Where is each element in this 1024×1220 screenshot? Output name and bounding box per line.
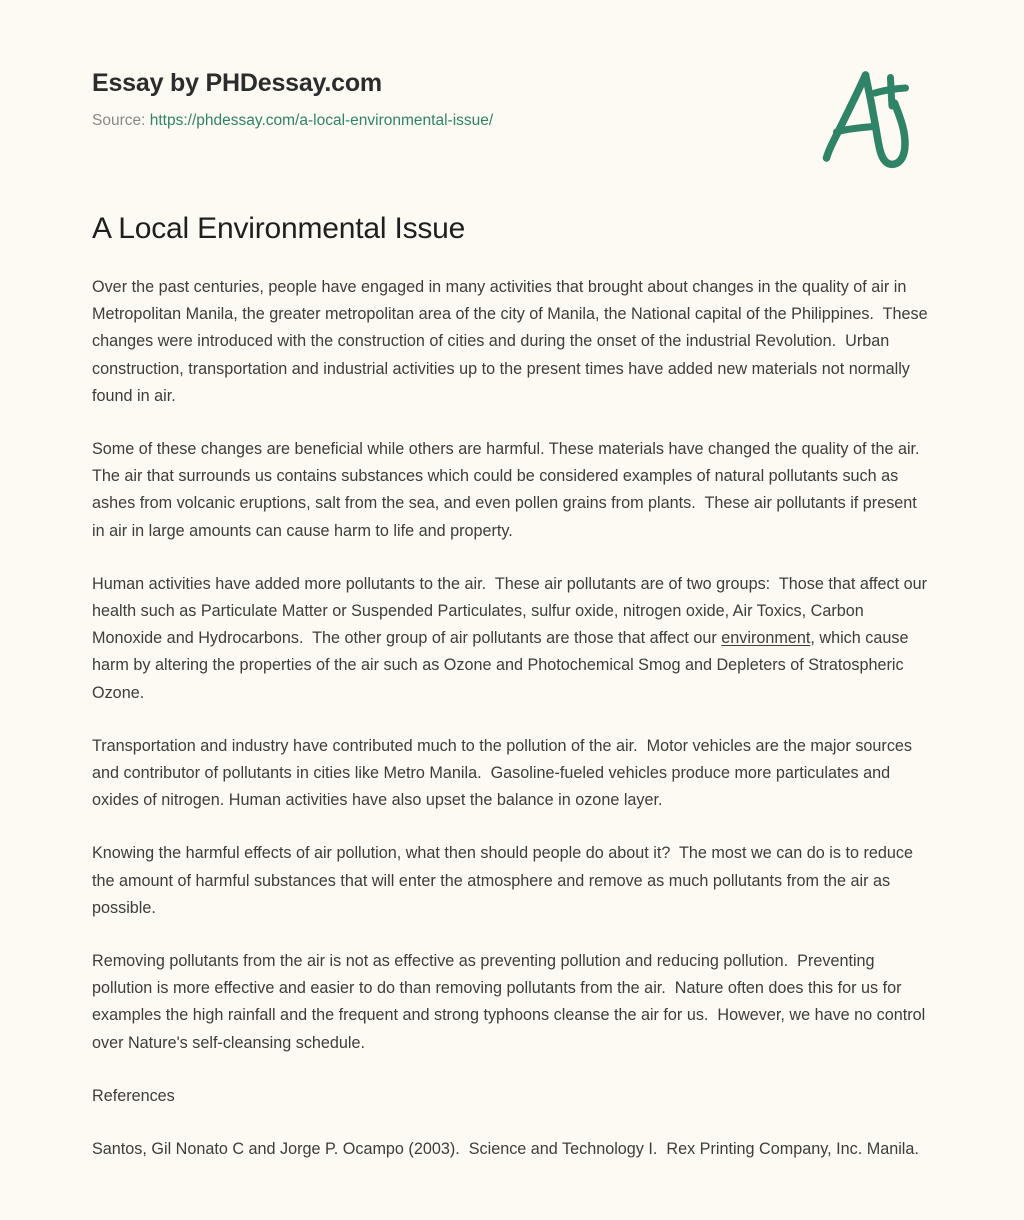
paragraph-2: Some of these changes are beneficial while others are harmful. These materials have changed the quality of the air. The air that surrounds us contains substances which could be considered examples of natural pollutants such as ashes from volcanic eruptions, salt from the sea, and even pollen grains from plants. These air pollutants if present in air in large amounts can cause harm to life and property. xyxy=(92,440,929,540)
article-body xyxy=(92,274,932,1163)
reference-item: Santos, Gil Nonato C and Jorge P. Ocampo (2003). Science and Technology I. Rex Printing Company, Inc. Manila. xyxy=(92,1140,919,1159)
brand-block xyxy=(92,67,493,132)
a-plus-logo[interactable] xyxy=(812,62,924,170)
references-heading: References xyxy=(92,1086,175,1105)
source-line xyxy=(92,110,493,132)
source-label: Source: xyxy=(92,112,146,129)
paragraph-3-before-link: Human activities have added more pollutants to the air. These air pollutants are of two groups: Those that affect our health such as Particulate Matter or Suspended Particulates, sulfur oxide, nitrogen oxide, Air Toxics, Carbon Monoxide and Hydrocarbons. The other group of air pollutants are those that affect our xyxy=(92,574,932,648)
source-url-link[interactable]: https://phdessay.com/a-local-environmental-issue/ xyxy=(149,112,494,129)
paragraph-3-after-link: , which cause harm by altering the properties of the air such as Ozone and Photochemical Smog and Depleters of Stratospheric Ozone. xyxy=(92,629,913,702)
paragraph-4: Transportation and industry have contributed much to the pollution of the air. Motor vehicles are the major sources and contributor of pollutants in cities like Metro Manila. Gasoline-fueled vehicles produce more particulates and oxides of nitrogen. Human activities have also upset the balance in ozone layer. xyxy=(92,736,917,810)
paragraph-5: Knowing the harmful effects of air pollution, what then should people do about it? The most we can do is to reduce the amount of harmful substances that will enter the atmosphere and remove as much pollutants from the air as possible. xyxy=(92,844,918,917)
page-header xyxy=(0,0,1024,190)
environment-link[interactable]: environment xyxy=(721,629,811,648)
paragraph-1: Over the past centuries, people have engaged in many activities that brought about changes in the quality of air in Metropolitan Manila, the greater metropolitan area of the city of Manila, the National capital of the Philippines. These changes were introduced with the construction of cities and during the onset of the industrial Revolution. Urban construction, transportation and industrial activities up to the present times have added new materials not normally found in air. xyxy=(92,278,933,405)
paragraph-6: Removing pollutants from the air is not as effective as preventing pollution and reducing pollution. Preventing pollution is more effective and easier to do than removing pollutants from the air. Nature often does this for us for examples the high rainfall and the frequent and strong typhoons cleanse the air for us. However, we have no control over Nature's self-cleansing schedule. xyxy=(92,952,930,1052)
paragraph-3-with-link xyxy=(92,571,932,707)
article xyxy=(92,208,932,1163)
page-title: A Local Environmental Issue xyxy=(92,212,466,245)
a-plus-logo-icon xyxy=(812,62,924,170)
brand-title: Essay by PHDessay.com xyxy=(92,69,382,97)
